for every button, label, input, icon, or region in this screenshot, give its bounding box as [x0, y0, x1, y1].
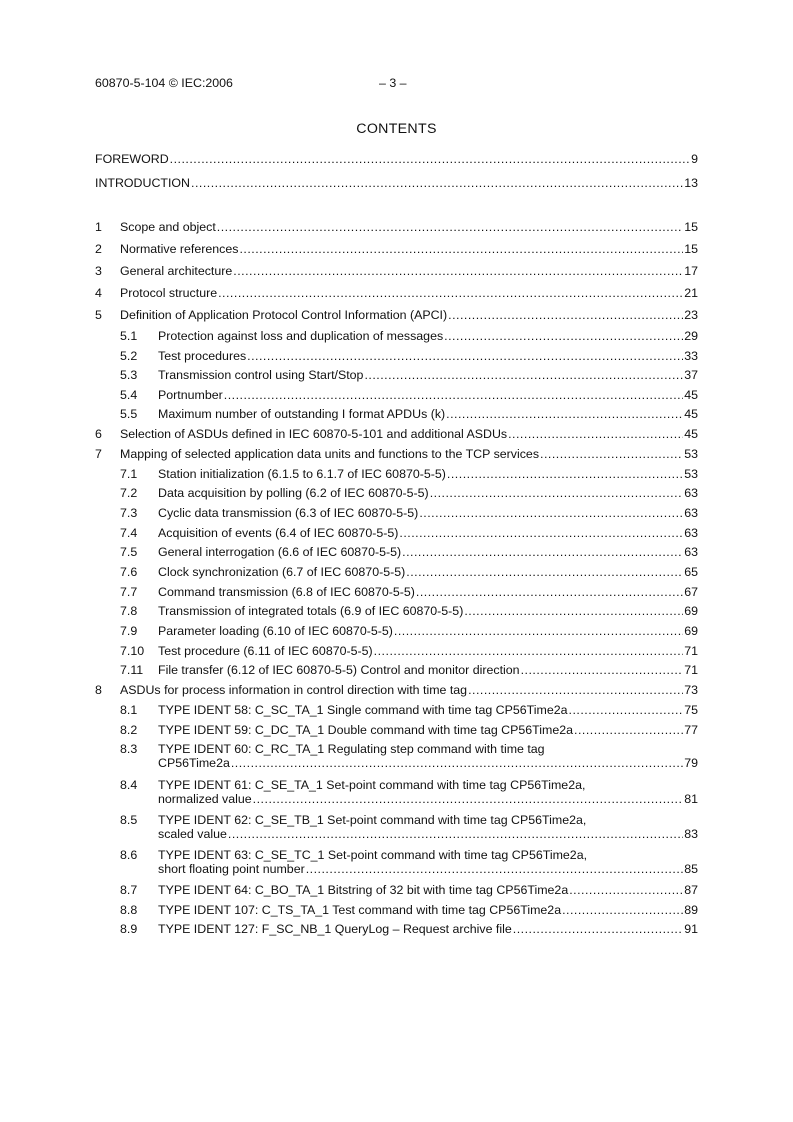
toc-entry[interactable] [95, 603, 698, 619]
toc-entry-number: 2 [95, 242, 102, 256]
toc-entry[interactable] [95, 426, 698, 442]
toc-entry[interactable] [95, 741, 698, 770]
toc-entry-number: 7 [95, 447, 102, 461]
toc-entry-number: 8 [95, 683, 102, 697]
leader-dots [416, 584, 683, 600]
toc-entry-number: 7.1 [120, 467, 138, 481]
toc-entry-title: Test procedures [158, 349, 247, 363]
toc-entry[interactable] [95, 662, 698, 678]
toc-entry-number: 7.3 [120, 506, 138, 520]
leader-dots [569, 702, 684, 718]
toc-entry[interactable] [95, 921, 698, 937]
toc-entry[interactable] [95, 777, 698, 806]
toc-entry-title: TYPE IDENT 58: C_SC_TA_1 Single command with time tag CP56Time2a [158, 703, 568, 717]
leader-dots [399, 525, 683, 541]
toc-entry-page: 65 [684, 565, 698, 579]
toc-entry-title: General interrogation (6.6 of IEC 60870-5-5) [158, 545, 402, 559]
toc-entry-page: 15 [684, 220, 698, 234]
toc-entry[interactable] [95, 722, 698, 738]
toc-entry-number: 7.6 [120, 565, 138, 579]
toc-entry-title: Maximum number of outstanding I format APDUs (k) [158, 407, 446, 421]
toc-entry-number: 5.4 [120, 388, 138, 402]
toc-entry-page: 45 [684, 388, 698, 402]
toc-entry-title: TYPE IDENT 63: C_SE_TC_1 Set-point command with time tag CP56Time2a, [158, 848, 588, 862]
toc-entry-title: Transmission of integrated totals (6.9 of IEC 60870-5-5) [158, 604, 464, 618]
toc-entry-title: File transfer (6.12 of IEC 60870-5-5) Control and monitor direction [158, 663, 520, 677]
toc-entry[interactable] [95, 348, 698, 364]
toc-entry-page: 69 [684, 604, 698, 618]
page-number: – 3 – [379, 76, 407, 90]
toc-entry-title: Protocol structure [120, 286, 218, 300]
toc-entry-number: 8.9 [120, 922, 138, 936]
toc-entry[interactable] [95, 328, 698, 344]
toc-entry-page: 37 [684, 368, 698, 382]
toc-entry-page: 69 [684, 624, 698, 638]
toc-entry-number: 8.5 [120, 813, 138, 827]
toc-entry-page: 63 [684, 526, 698, 540]
toc-entry[interactable] [95, 544, 698, 560]
toc-entry-page: 77 [684, 723, 698, 737]
toc-entry-page: 63 [684, 545, 698, 559]
toc-entry-title-continued: scaled value [158, 827, 227, 841]
toc-entry-title: TYPE IDENT 59: C_DC_TA_1 Double command with time tag CP56Time2a [158, 723, 574, 737]
toc-entry[interactable] [95, 847, 698, 876]
toc-entry-title: TYPE IDENT 62: C_SE_TB_1 Set-point command with time tag CP56Time2a, [158, 813, 587, 827]
toc-entry[interactable] [95, 263, 698, 279]
toc-entry-title: INTRODUCTION [95, 176, 190, 190]
toc-entry-page: 9 [691, 152, 698, 166]
toc-entry-title: TYPE IDENT 127: F_SC_NB_1 QueryLog – Request archive file [158, 922, 512, 936]
toc-entry-title: Selection of ASDUs defined in IEC 60870-5-101 and additional ASDUs [120, 427, 508, 441]
toc-entry-title: TYPE IDENT 107: C_TS_TA_1 Test command with time tag CP56Time2a [158, 903, 562, 917]
toc-entry-page: 71 [684, 644, 698, 658]
toc-entry-number: 7.7 [120, 585, 138, 599]
toc-entry[interactable] [95, 387, 698, 403]
leader-dots [191, 175, 683, 191]
toc-entry-page: 73 [684, 683, 698, 697]
toc-entry-title: Command transmission (6.8 of IEC 60870-5-5) [158, 585, 415, 599]
toc-entry[interactable] [95, 241, 698, 257]
leader-dots [233, 263, 683, 279]
leader-dots [430, 485, 684, 501]
toc-entry-title: Portnumber [158, 388, 223, 402]
leader-dots [247, 348, 683, 364]
page-header [95, 76, 698, 92]
toc-entry-number: 7.2 [120, 486, 138, 500]
leader-dots [224, 387, 683, 403]
toc-entry-title: TYPE IDENT 61: C_SE_TA_1 Set-point command with time tag CP56Time2a, [158, 778, 586, 792]
toc-entry-page: 79 [684, 756, 698, 770]
leader-dots [574, 722, 683, 738]
toc-entry-title: Mapping of selected application data units and functions to the TCP services [120, 447, 540, 461]
toc-entry[interactable] [95, 525, 698, 541]
toc-entry-page: 29 [684, 329, 698, 343]
toc-entry-page: 45 [684, 407, 698, 421]
toc-entry[interactable] [95, 584, 698, 600]
leader-dots [253, 791, 684, 807]
toc-entry-number: 5.5 [120, 407, 138, 421]
toc-entry-number: 1 [95, 220, 102, 234]
toc-entry-number: 7.10 [120, 644, 145, 658]
toc-entry-number: 8.1 [120, 703, 138, 717]
toc-entry-title: Clock synchronization (6.7 of IEC 60870-5-5) [158, 565, 406, 579]
toc-entry[interactable] [95, 466, 698, 482]
toc-entry[interactable] [95, 285, 698, 301]
toc-entry-page: 87 [684, 883, 698, 897]
toc-entry-title: Definition of Application Protocol Control Information (APCI) [120, 308, 448, 322]
toc-entry[interactable] [95, 882, 698, 898]
leader-dots [394, 623, 683, 639]
toc-entry[interactable] [95, 702, 698, 718]
toc-entry-page: 15 [684, 242, 698, 256]
toc-entry-number: 7.8 [120, 604, 138, 618]
leader-dots [217, 219, 683, 235]
toc-entry[interactable] [95, 682, 698, 698]
leader-dots [364, 367, 683, 383]
toc-entry-page: 21 [684, 286, 698, 300]
leader-dots [406, 564, 683, 580]
toc-entry-page: 23 [684, 308, 698, 322]
toc-entry-page: 75 [684, 703, 698, 717]
leader-dots [228, 826, 683, 842]
toc-entry-number: 8.7 [120, 883, 138, 897]
leader-dots [306, 861, 683, 877]
toc-entry-page: 85 [684, 862, 698, 876]
toc-entry-number: 8.3 [120, 742, 138, 756]
leader-dots [170, 151, 690, 167]
toc-entry-page: 17 [684, 264, 698, 278]
toc-entry-number: 7.9 [120, 624, 138, 638]
toc-entry-page: 71 [684, 663, 698, 677]
toc-entry-title: Acquisition of events (6.4 of IEC 60870-5-5) [158, 526, 399, 540]
toc-entry[interactable] [95, 367, 698, 383]
leader-dots [448, 307, 683, 323]
toc-entry-number: 5 [95, 308, 102, 322]
leader-dots [562, 902, 683, 918]
toc-entry-title: Parameter loading (6.10 of IEC 60870-5-5) [158, 624, 393, 638]
toc-entry-title-continued: normalized value [158, 792, 252, 806]
toc-entry[interactable] [95, 564, 698, 580]
toc-entry[interactable] [95, 643, 698, 659]
leader-dots [446, 406, 683, 422]
toc-entry-page: 63 [684, 486, 698, 500]
leader-dots [464, 603, 683, 619]
toc-entry-title: Transmission control using Start/Stop [158, 368, 364, 382]
leader-dots [508, 426, 683, 442]
toc-entry-number: 3 [95, 264, 102, 278]
toc-entry-page: 89 [684, 903, 698, 917]
leader-dots [231, 755, 683, 771]
toc-entry-number: 7.5 [120, 545, 138, 559]
toc-entry-title: Cyclic data transmission (6.3 of IEC 60870-5-5) [158, 506, 419, 520]
toc-entry-page: 45 [684, 427, 698, 441]
toc-entry[interactable] [95, 219, 698, 235]
toc-entry-number: 5.2 [120, 349, 138, 363]
toc-entry[interactable] [95, 175, 698, 191]
toc-entry-title: Scope and object [120, 220, 216, 234]
toc-entry[interactable] [95, 485, 698, 501]
toc-entry-title: Data acquisition by polling (6.2 of IEC 60870-5-5) [158, 486, 429, 500]
toc-entry-page: 83 [684, 827, 698, 841]
toc-entry-number: 5.1 [120, 329, 138, 343]
toc-entry-title: TYPE IDENT 60: C_RC_TA_1 Regulating step command with time tag [158, 742, 545, 756]
leader-dots [521, 662, 684, 678]
toc-entry[interactable] [95, 406, 698, 422]
toc-entry-number: 8.4 [120, 778, 138, 792]
toc-entry-title: Protection against loss and duplication of messages [158, 329, 444, 343]
toc-entry-page: 81 [684, 792, 698, 806]
toc-entry-title: FOREWORD [95, 152, 169, 166]
toc-entry[interactable] [95, 623, 698, 639]
document-id: 60870-5-104 © IEC:2006 [95, 76, 233, 90]
toc-entry-title-continued: short floating point number [158, 862, 305, 876]
toc-entry[interactable] [95, 812, 698, 841]
toc-entry-page: 91 [684, 922, 698, 936]
toc-entry[interactable] [95, 446, 698, 462]
leader-dots [374, 643, 684, 659]
leader-dots [419, 505, 683, 521]
toc-entry-title: Station initialization (6.1.5 to 6.1.7 of IEC 60870-5-5) [158, 467, 446, 481]
toc-entry[interactable] [95, 307, 698, 323]
leader-dots [218, 285, 683, 301]
toc-entry-title: Test procedure (6.11 of IEC 60870-5-5) [158, 644, 373, 658]
leader-dots [444, 328, 683, 344]
toc-entry-title: General architecture [120, 264, 233, 278]
toc-entry-title: ASDUs for process information in control direction with time tag [120, 683, 468, 697]
toc-entry-number: 7.11 [120, 663, 144, 677]
toc-entry-page: 53 [684, 447, 698, 461]
toc-entry-number: 7.4 [120, 526, 138, 540]
toc-entry-number: 8.8 [120, 903, 138, 917]
toc-entry[interactable] [95, 151, 698, 167]
page-title: CONTENTS [356, 121, 437, 137]
toc-entry-number: 8.6 [120, 848, 138, 862]
toc-entry-title: Normative references [120, 242, 239, 256]
toc-entry-page: 53 [684, 467, 698, 481]
leader-dots [513, 921, 683, 937]
leader-dots [540, 446, 683, 462]
leader-dots [569, 882, 683, 898]
toc-entry-page: 63 [684, 506, 698, 520]
toc-entry-number: 6 [95, 427, 102, 441]
toc-entry-title-continued: CP56Time2a [158, 756, 230, 770]
leader-dots [468, 682, 683, 698]
toc-entry[interactable] [95, 902, 698, 918]
leader-dots [402, 544, 683, 560]
toc-entry[interactable] [95, 505, 698, 521]
toc-entry-page: 67 [684, 585, 698, 599]
leader-dots [239, 241, 683, 257]
toc-entry-number: 5.3 [120, 368, 138, 382]
toc-entry-number: 8.2 [120, 723, 138, 737]
toc-entry-page: 13 [684, 176, 698, 190]
toc-entry-title: TYPE IDENT 64: C_BO_TA_1 Bitstring of 32 bit with time tag CP56Time2a [158, 883, 569, 897]
toc-entry-page: 33 [684, 349, 698, 363]
leader-dots [447, 466, 683, 482]
toc-entry-number: 4 [95, 286, 102, 300]
